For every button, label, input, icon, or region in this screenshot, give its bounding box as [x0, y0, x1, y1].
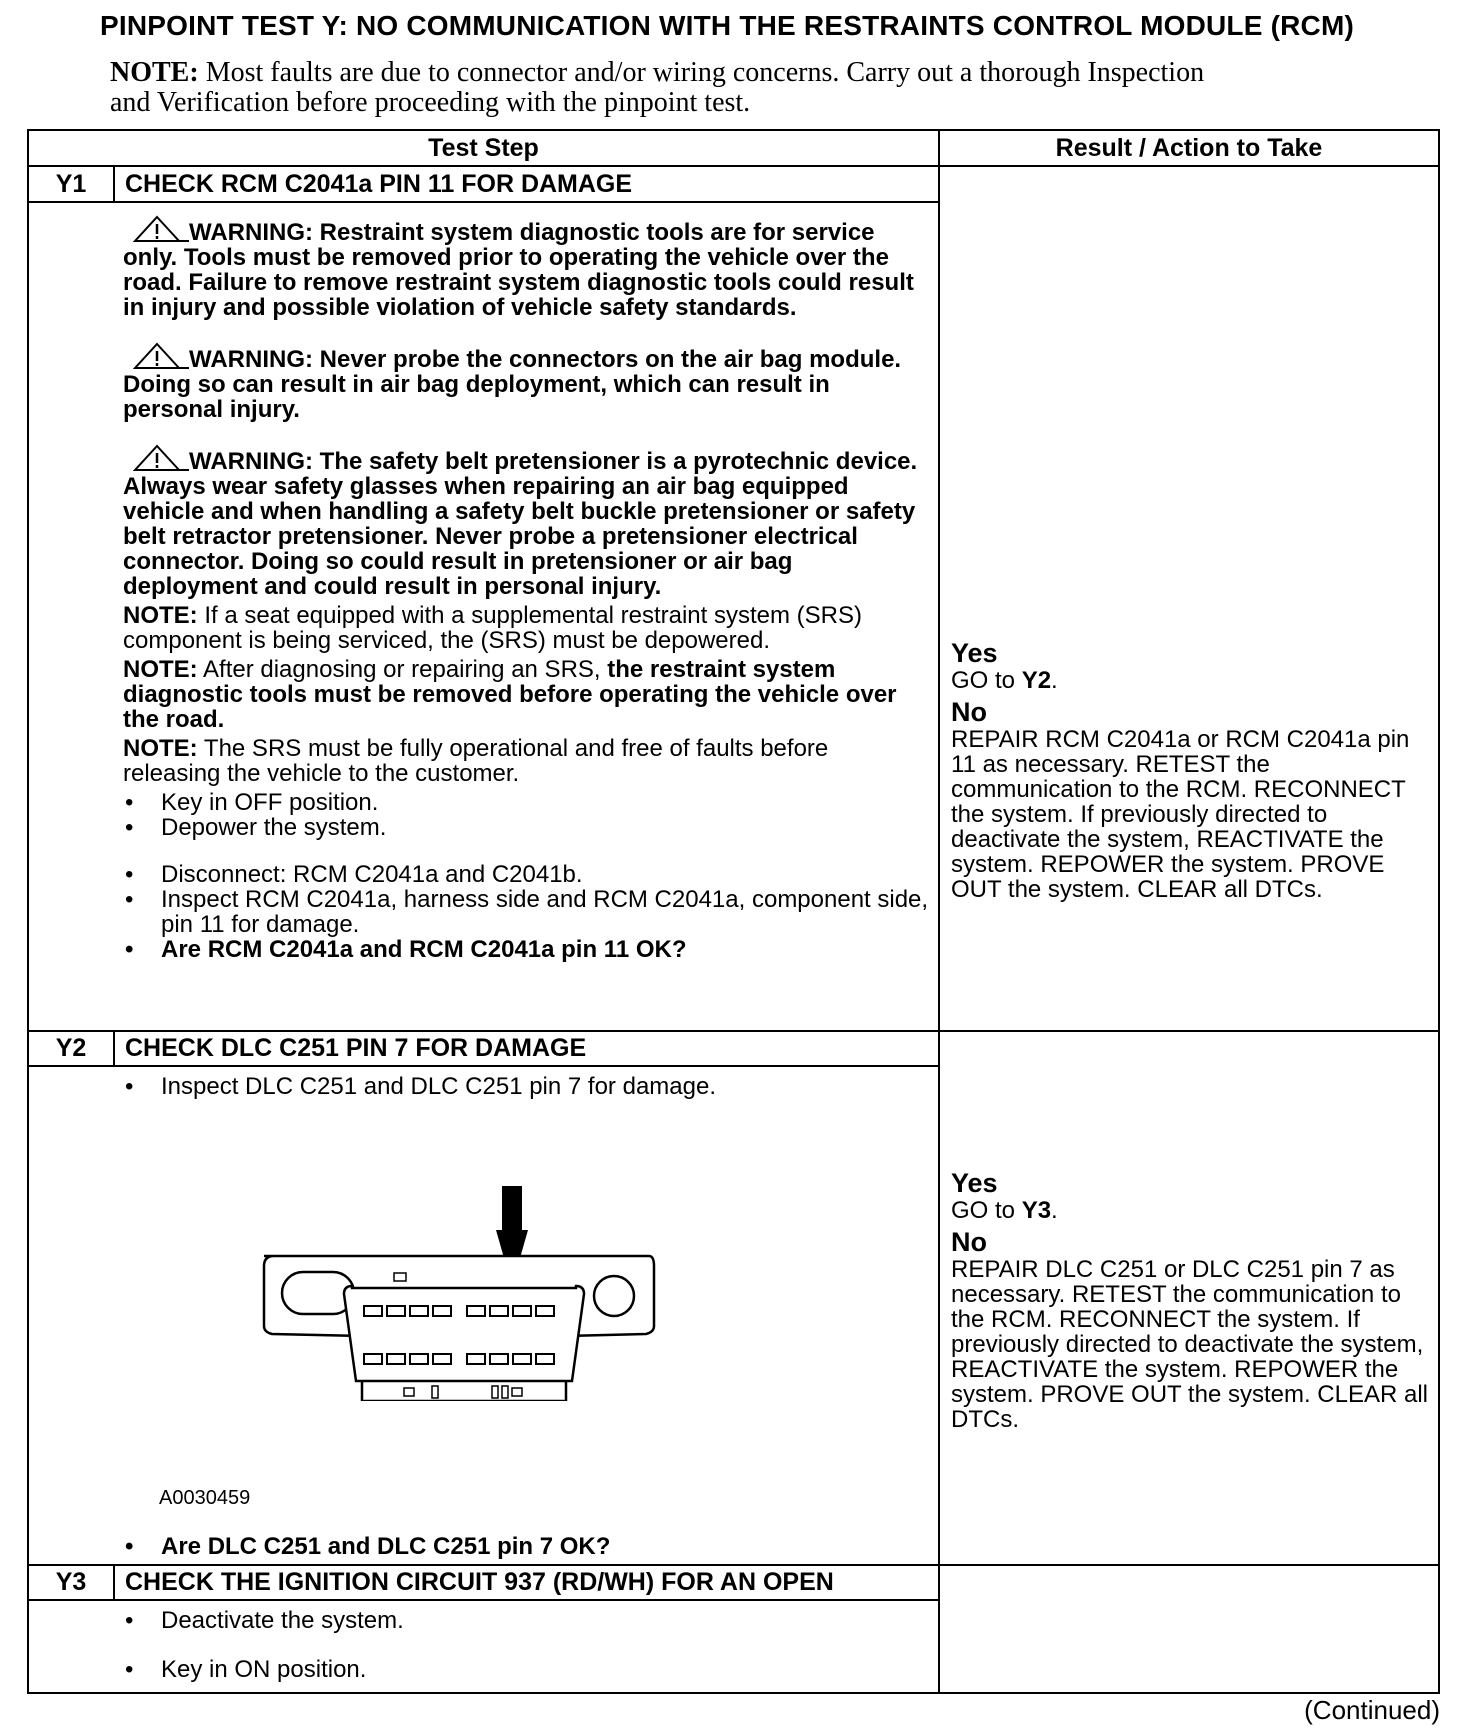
step-id-y3: Y3	[55, 1568, 87, 1596]
step-title-divider	[29, 201, 938, 203]
pinpoint-test-table	[27, 129, 1440, 1694]
bullet-item: • Depower the system.	[123, 815, 929, 840]
goto-link-y2[interactable]: Y2	[1021, 667, 1052, 694]
warning-triangle-icon	[133, 444, 189, 472]
warning-2	[123, 342, 929, 422]
note-text: After diagnosing or repairing an SRS,	[197, 656, 608, 683]
goto-link-y3[interactable]: Y3	[1021, 1197, 1052, 1224]
step-question-y1: • Are RCM C2041a and RCM C2041a pin 11 OK?	[123, 937, 929, 962]
header-result: Result / Action to Take	[1055, 134, 1323, 162]
note-text: If a seat equipped with a supplemental restraint system (SRS) component is being serviced, the (SRS) must be depowered.	[123, 602, 862, 654]
step-body-y1	[123, 215, 929, 962]
warning-text: WARNING: Never probe the connectors on the air bag module. Doing so can result in air bag deployment, which can result in personal injury.	[123, 346, 902, 423]
intro-note-text: Most faults are due to connector and/or wiring concerns. Carry out a thorough Inspection and Verification before proceeding with the pinpoint test.	[110, 57, 1205, 118]
header-test-step: Test Step	[428, 134, 539, 162]
intro-note	[110, 58, 1250, 118]
warning-text: WARNING: The safety belt pretensioner is a pyrotechnic device. Always wear safety glasses when repairing an air bag equipped vehicle and when handling a safety belt buckle pretensioner or safety belt retractor pretensioner. Never probe a pretensioner electrical connector. Doing so could result in pretensioner or air bag deployment and could result in personal injury.	[123, 448, 918, 600]
step-id-divider	[113, 167, 115, 201]
warning-1	[123, 215, 929, 320]
step-id-divider	[113, 1566, 115, 1599]
bullet-item: • Inspect RCM C2041a, harness side and RCM C2041a, component side, pin 11 for damage.	[123, 887, 929, 937]
step-body-y3	[123, 1608, 929, 1682]
yes-label: Yes	[951, 1168, 998, 1198]
note-text: The SRS must be fully operational and free of faults before releasing the vehicle to the customer.	[123, 735, 829, 787]
column-divider	[938, 131, 940, 1692]
bullet-item: • Key in OFF position.	[123, 790, 929, 815]
warning-text: WARNING: Restraint system diagnostic tools are for service only. Tools must be removed prior to operating the vehicle over the road. Failure to remove restraint system diagnostic tools could result in injury and possible violation of vehicle safety standards.	[123, 219, 914, 321]
yes-action-text: GO to	[951, 667, 1022, 694]
note-2	[123, 657, 929, 732]
warning-triangle-icon	[133, 342, 189, 370]
step-title-y3: CHECK THE IGNITION CIRCUIT 937 (RD/WH) FOR AN OPEN	[125, 1568, 834, 1596]
step-id-y1: Y1	[55, 170, 87, 198]
note-3	[123, 736, 929, 786]
page-title: PINPOINT TEST Y: NO COMMUNICATION WITH THE RESTRAINTS CONTROL MODULE (RCM)	[100, 10, 1355, 41]
yes-action	[951, 1198, 1431, 1223]
step-title-divider	[29, 1599, 938, 1601]
step-question-y2: • Are DLC C251 and DLC C251 pin 7 OK?	[123, 1534, 929, 1559]
intro-note-label: NOTE:	[110, 57, 199, 88]
yes-action	[951, 668, 1431, 693]
bullet-item: • Key in ON position.	[123, 1657, 929, 1682]
result-y1	[951, 634, 1431, 902]
note-bold-text: the restraint system diagnostic tools must be removed before operating the vehicle over the road.	[123, 656, 897, 733]
continued-label: (Continued)	[1304, 1695, 1440, 1725]
step-title-y1: CHECK RCM C2041a PIN 11 FOR DAMAGE	[125, 170, 633, 198]
yes-action-end: .	[1051, 1197, 1058, 1224]
note-1	[123, 603, 929, 653]
step-id-y2: Y2	[55, 1034, 87, 1062]
step-title-y2: CHECK DLC C251 PIN 7 FOR DAMAGE	[125, 1034, 587, 1062]
no-label: No	[951, 697, 987, 727]
yes-label: Yes	[951, 638, 998, 668]
note-label: NOTE:	[123, 602, 198, 629]
warning-3	[123, 444, 929, 599]
step-question-y2-wrap	[123, 1534, 929, 1559]
result-y2	[951, 1164, 1431, 1432]
step-body-y2	[123, 1074, 929, 1099]
figure-id: A0030459	[159, 1487, 251, 1509]
dlc-connector-illustration	[254, 1186, 694, 1401]
bullet-item: • Deactivate the system.	[123, 1608, 929, 1633]
no-action: REPAIR DLC C251 or DLC C251 pin 7 as necessary. RETEST the communication to the RCM. RECONNECT the system. If previously directed to deactivate the system, REACTIVATE the system. REPOWER the system. PROVE OUT the system. CLEAR all DTCs.	[951, 1256, 1429, 1433]
bullet-item: • Disconnect: RCM C2041a and C2041b.	[123, 862, 929, 887]
no-action: REPAIR RCM C2041a or RCM C2041a pin 11 as necessary. RETEST the communication to the RCM. RECONNECT the system. If previously directed to deactivate the system, REACTIVATE the system. REPOWER the system. PROVE OUT the system. CLEAR all DTCs.	[951, 726, 1410, 903]
warning-triangle-icon	[133, 215, 189, 243]
note-label: NOTE:	[123, 735, 198, 762]
step-title-divider	[29, 1065, 938, 1067]
no-label: No	[951, 1227, 987, 1257]
note-label: NOTE:	[123, 656, 198, 683]
bullet-item: • Inspect DLC C251 and DLC C251 pin 7 for damage.	[123, 1074, 929, 1099]
yes-action-text: GO to	[951, 1197, 1022, 1224]
step-id-divider	[113, 1032, 115, 1065]
yes-action-end: .	[1051, 667, 1058, 694]
